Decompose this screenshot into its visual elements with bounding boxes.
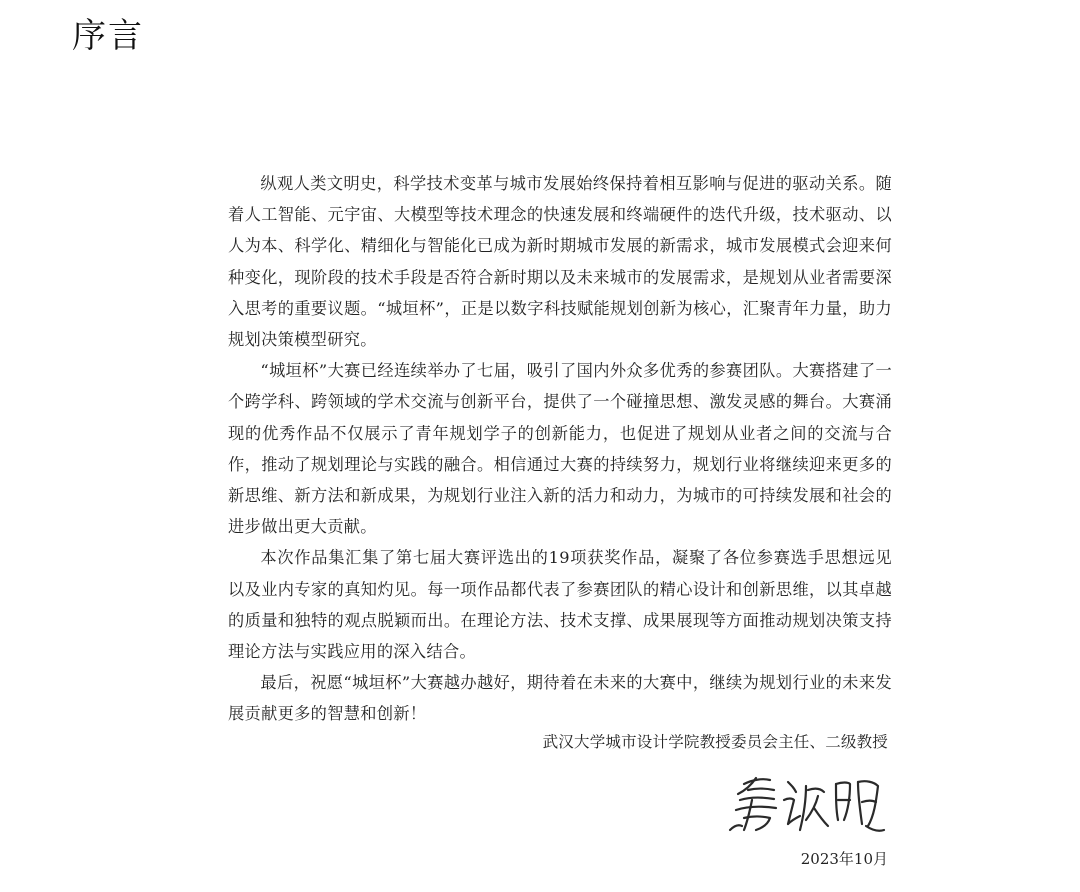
paragraph-1: 纵观人类文明史，科学技术变革与城市发展始终保持着相互影响与促进的驱动关系。随着人工智能、元宇宙、大模型等技术理念的快速发展和终端硬件的迭代升级，技术驱动、以人为本、科学化、精细化与智能化已成为新时期城市发展的新需求，城市发展模式会迎来何种变化，现阶段的技术手段是否符合新时期以及未来城市的发展需求，是规划从业者需要深入思考的重要议题。“城垣杯”，正是以数字科技赋能规划创新为核心，汇聚青年力量，助力规划决策模型研究。 bbox=[228, 174, 892, 350]
paragraph-2: “城垣杯”大赛已经连续举办了七届，吸引了国内外众多优秀的参赛团队。大赛搭建了一个跨学科、跨领域的学术交流与创新平台，提供了一个碰撞思想、激发灵感的舞台。大赛涌现的优秀作品不仅展示了青年规划学子的创新能力，也促进了规划从业者之间的交流与合作，推动了规划理论与实践的融合。相信通过大赛的持续努力，规划行业将继续迎来更多的新思维、新方法和新成果，为规划行业注入新的活力和动力，为城市的可持续发展和社会的进步做出更大贡献。 bbox=[228, 361, 892, 537]
paragraph-4: 最后，祝愿“城垣杯”大赛越办越好，期待着在未来的大赛中，继续为规划行业的未来发展贡献更多的智慧和创新！ bbox=[228, 673, 892, 724]
signature-icon bbox=[722, 770, 892, 840]
preface-body bbox=[228, 168, 892, 730]
signature-date: 2023年10月 bbox=[800, 850, 888, 868]
author-affiliation: 武汉大学城市设计学院教授委员会主任、二级教授 bbox=[542, 733, 888, 751]
paragraph-3: 本次作品集汇集了第七届大赛评选出的19项获奖作品，凝聚了各位参赛选手思想远见以及业内专家的真知灼见。每一项作品都代表了参赛团队的精心设计和创新思维，以其卓越的质量和独特的观点脱颖而出。在理论方法、技术支撑、成果展现等方面推动规划决策支持理论方法与实践应用的深入结合。 bbox=[228, 548, 892, 662]
handwritten-signature bbox=[722, 770, 892, 840]
page-title: 序言 bbox=[72, 16, 144, 56]
